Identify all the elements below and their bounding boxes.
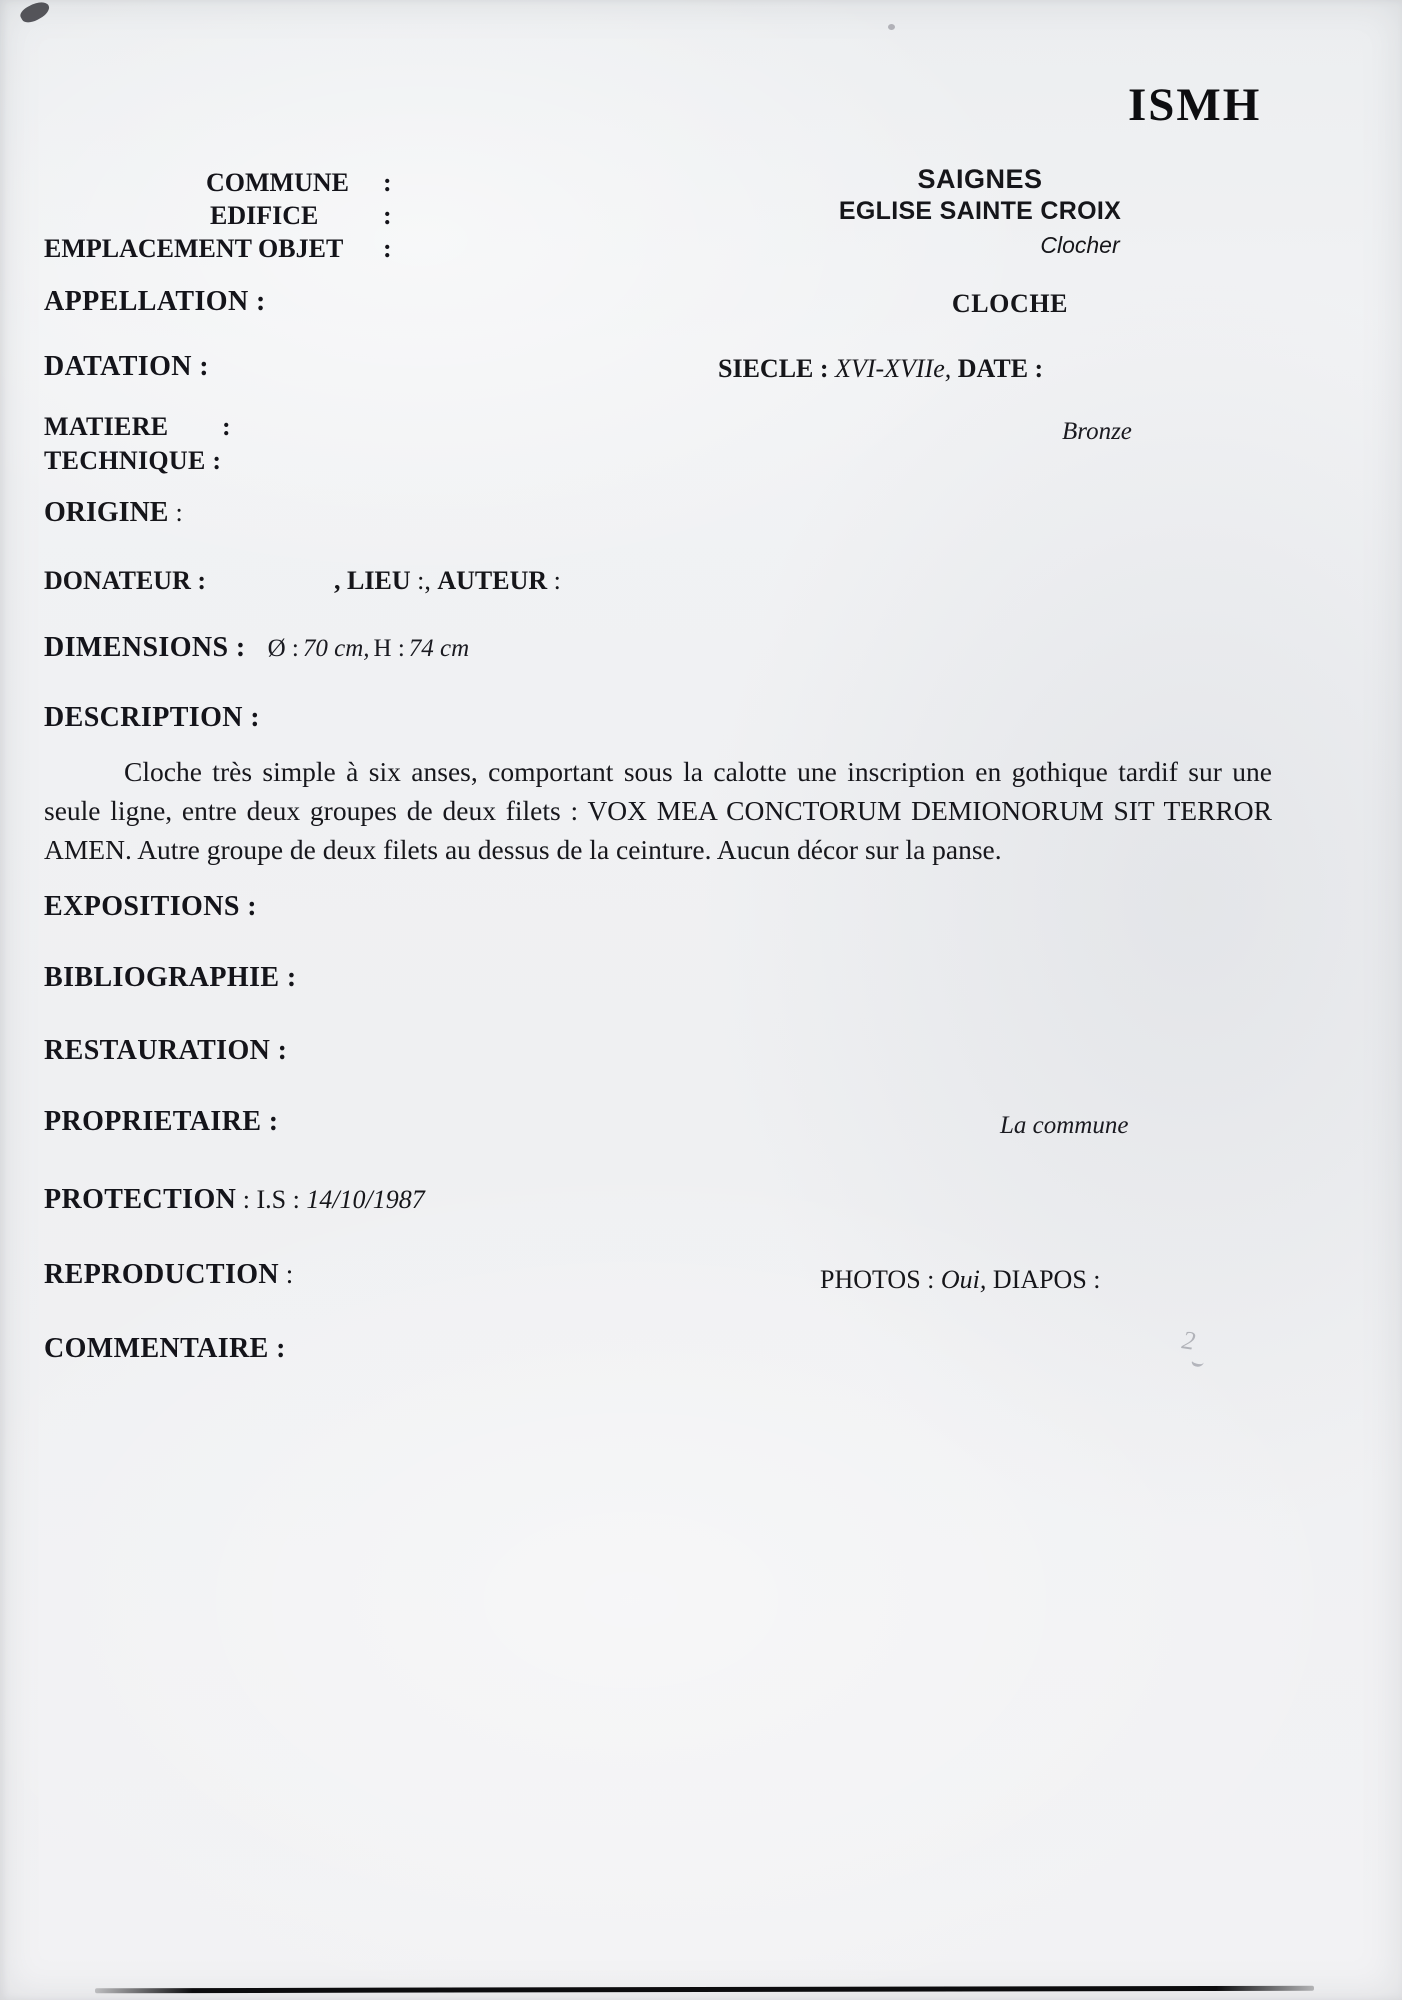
scan-bottom-edge xyxy=(95,1986,1314,1994)
edifice-label: EDIFICE xyxy=(210,201,319,230)
pencil-tick-mark xyxy=(1191,1354,1206,1368)
edifice-colon: : xyxy=(383,201,392,230)
commune-colon: : xyxy=(383,168,392,197)
date-label: DATE : xyxy=(957,354,1044,383)
reproduction-colon: : xyxy=(279,1259,294,1289)
pencil-annotation: 2 xyxy=(1180,1325,1198,1356)
commentaire-label: COMMENTAIRE : xyxy=(44,1333,286,1364)
description-label: DESCRIPTION : xyxy=(44,702,261,733)
reproduction-label: REPRODUCTION xyxy=(44,1259,280,1290)
donateur-separator: , xyxy=(334,566,348,595)
commune-label: COMMUNE xyxy=(206,168,349,197)
siecle-label: SIECLE : xyxy=(718,354,829,383)
appellation-label: APPELLATION : xyxy=(44,286,266,317)
reproduction-row xyxy=(44,1259,293,1291)
diameter-label: Ø : xyxy=(267,635,299,662)
height-value: 74 cm xyxy=(408,635,470,662)
origine-colon: : xyxy=(175,498,183,527)
protection-is-label: I.S : xyxy=(256,1185,307,1214)
description-text: Cloche très simple à six anses, comportant sous la calotte une inscription en gothique tardif sur une seule ligne, entre deux groupes de deux filets : VOX MEA CONCTORUM DEMIONORUM SIT TERROR AMEN. Autre groupe de deux filets au dessus de la ceinture. Aucun décor sur la panse. xyxy=(44,756,1272,865)
lieu-colon: :, xyxy=(417,566,438,595)
origine-label: ORIGINE xyxy=(44,497,169,528)
origine-row xyxy=(44,497,183,529)
emplacement-objet-colon: : xyxy=(383,234,392,263)
bibliographie-label: BIBLIOGRAPHIE : xyxy=(44,962,297,993)
ismh-logo: ISMH xyxy=(1128,79,1262,131)
commune-value: SAIGNES xyxy=(917,164,1043,194)
auteur-label: AUTEUR xyxy=(437,566,548,595)
donateur-label: DONATEUR : xyxy=(44,566,207,595)
protection-label: PROTECTION xyxy=(44,1184,237,1215)
edifice-value: EGLISE SAINTE CROIX xyxy=(838,197,1122,225)
emplacement-objet-value: Clocher xyxy=(1040,232,1120,258)
siecle-value: XVI-XVIIe, xyxy=(835,354,952,383)
restauration-label: RESTAURATION : xyxy=(44,1035,288,1066)
scan-corner-mark xyxy=(18,0,52,26)
emplacement-objet-label: EMPLACEMENT OBJET xyxy=(44,234,344,263)
diapos-label: DIAPOS : xyxy=(986,1265,1101,1294)
matiere-label: MATIERE xyxy=(44,412,169,441)
proprietaire-label: PROPRIETAIRE : xyxy=(44,1106,279,1137)
scan-speck xyxy=(888,24,895,30)
dimensions-row xyxy=(44,632,469,664)
technique-label: TECHNIQUE : xyxy=(44,446,222,475)
photos-label: PHOTOS : xyxy=(820,1265,941,1294)
photos-value: Oui, xyxy=(940,1265,987,1294)
expositions-label: EXPOSITIONS : xyxy=(44,891,257,922)
matiere-colon: : xyxy=(222,412,231,441)
diameter-value: 70 cm, xyxy=(302,635,370,662)
datation-label: DATATION : xyxy=(44,351,209,382)
datation-values xyxy=(718,354,1043,384)
protection-is-value: 14/10/1987 xyxy=(306,1185,425,1214)
protection-colon: : xyxy=(236,1185,257,1214)
height-label: H : xyxy=(373,635,405,662)
proprietaire-value: La commune xyxy=(1000,1112,1129,1139)
lieu-label: LIEU xyxy=(347,566,411,595)
protection-row xyxy=(44,1184,425,1216)
matiere-value: Bronze xyxy=(1062,418,1132,445)
photos-diapos-row xyxy=(820,1265,1101,1295)
dimensions-label: DIMENSIONS : xyxy=(44,632,246,663)
auteur-colon: : xyxy=(553,566,561,595)
appellation-value: CLOCHE xyxy=(951,289,1069,318)
donateur-row xyxy=(44,566,561,596)
